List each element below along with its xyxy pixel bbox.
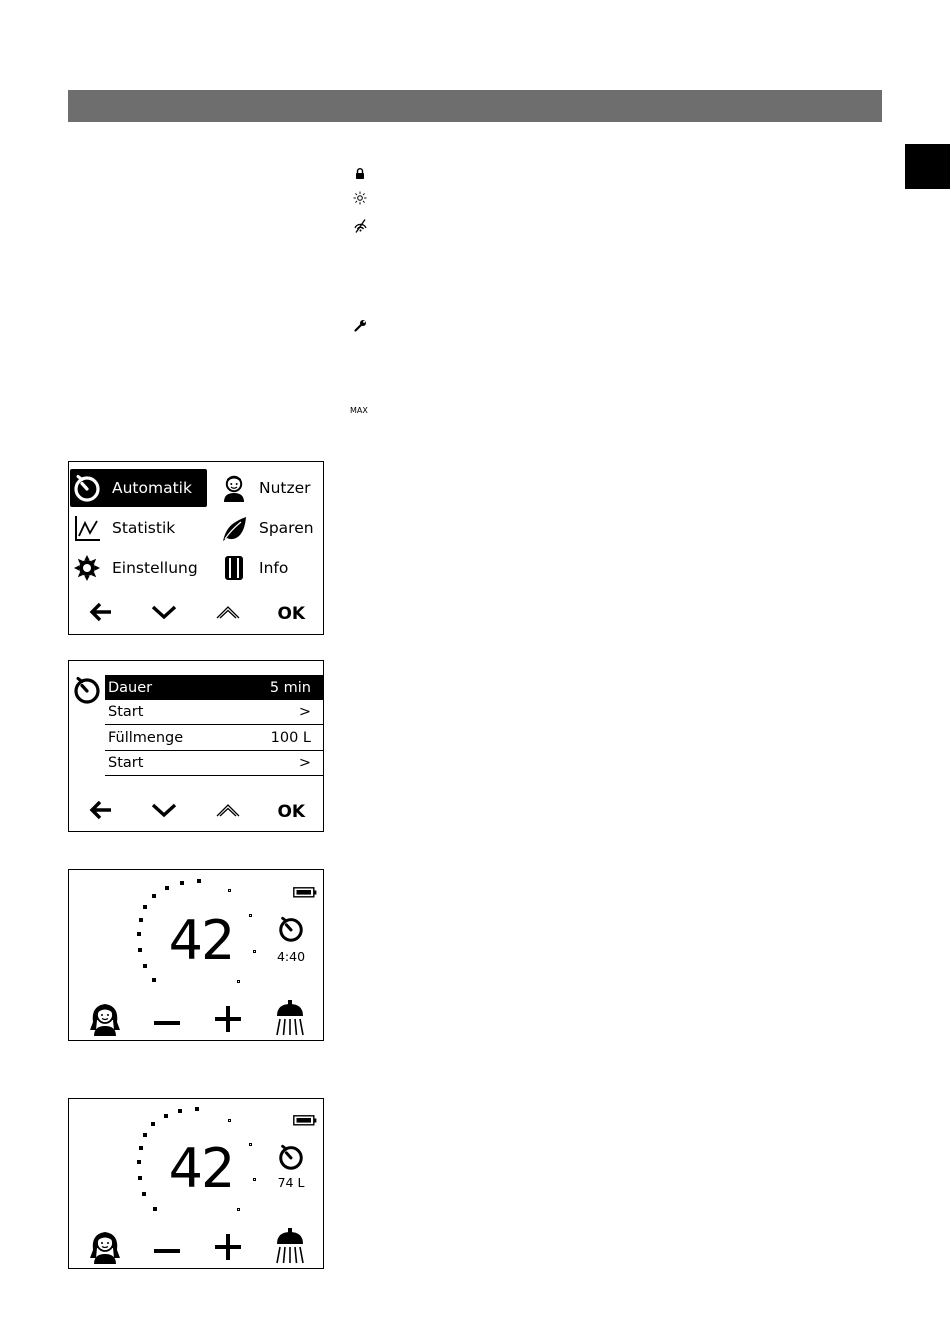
temperature-value: 42 bbox=[168, 1137, 234, 1200]
lock-icon bbox=[350, 165, 370, 181]
battery-icon bbox=[293, 883, 317, 902]
info-device-icon bbox=[217, 551, 251, 585]
scale-dot-filled bbox=[164, 1114, 168, 1118]
menu-item-label: Info bbox=[259, 559, 289, 577]
back-button[interactable] bbox=[69, 597, 133, 631]
setting-value: 100 L bbox=[270, 730, 311, 746]
setting-label: Start bbox=[108, 755, 144, 771]
down-button[interactable] bbox=[133, 597, 197, 631]
menu-item-einstellung[interactable] bbox=[70, 549, 207, 587]
battery-icon bbox=[293, 1111, 317, 1130]
setting-value: 5 min bbox=[269, 679, 311, 696]
gear-icon bbox=[70, 551, 104, 585]
setting-label: Start bbox=[108, 704, 144, 720]
scale-dot-filled bbox=[197, 879, 201, 883]
setting-row-start[interactable] bbox=[105, 700, 323, 725]
sun-icon bbox=[350, 190, 370, 206]
menu-item-statistik[interactable] bbox=[70, 509, 207, 547]
remaining-time: 4:40 bbox=[276, 949, 306, 964]
shower-display-time bbox=[68, 869, 324, 1041]
shower-icon bbox=[275, 1228, 305, 1268]
max-label: MAX bbox=[350, 406, 368, 415]
scale-dot-empty bbox=[249, 1143, 252, 1146]
chevron-down-icon bbox=[151, 802, 177, 823]
scale-dot-empty bbox=[253, 1178, 256, 1181]
scale-dot-empty bbox=[237, 980, 240, 983]
scale-dot-filled bbox=[178, 1109, 182, 1113]
scale-dot-filled bbox=[137, 1160, 141, 1164]
timer-icon bbox=[70, 471, 104, 505]
section-header-bar bbox=[68, 90, 882, 122]
scale-dot-filled bbox=[165, 886, 169, 890]
timer-icon bbox=[277, 915, 305, 947]
up-button[interactable] bbox=[196, 795, 260, 829]
menu-item-automatik[interactable] bbox=[70, 469, 207, 507]
scale-dot-filled bbox=[143, 905, 147, 909]
setting-label: Füllmenge bbox=[108, 730, 184, 746]
menu-item-label: Nutzer bbox=[259, 479, 311, 497]
scale-dot-empty bbox=[237, 1208, 240, 1211]
menu-item-label: Einstellung bbox=[112, 559, 198, 577]
scale-dot-filled bbox=[138, 948, 142, 952]
menu-item-info[interactable] bbox=[217, 549, 322, 587]
arrow-left-icon bbox=[89, 602, 113, 627]
user-icon bbox=[217, 471, 251, 505]
back-button[interactable] bbox=[69, 795, 133, 829]
menu-item-sparen[interactable] bbox=[217, 509, 322, 547]
leaf-icon bbox=[217, 511, 251, 545]
scale-dot-empty bbox=[228, 889, 231, 892]
setting-row-fuellmenge[interactable] bbox=[105, 726, 323, 751]
scale-dot-filled bbox=[180, 881, 184, 885]
chart-icon bbox=[70, 511, 104, 545]
menu-item-label: Sparen bbox=[259, 519, 314, 537]
user-button[interactable] bbox=[85, 1228, 125, 1268]
setting-row-dauer[interactable] bbox=[105, 675, 323, 700]
scale-dot-filled bbox=[139, 1146, 143, 1150]
scale-dot-filled bbox=[143, 1133, 147, 1137]
down-button[interactable] bbox=[133, 795, 197, 829]
shower-display-volume bbox=[68, 1098, 324, 1269]
scale-dot-filled bbox=[143, 964, 147, 968]
timer-icon bbox=[277, 1143, 305, 1175]
setting-value: > bbox=[298, 755, 311, 771]
menu-nav-bar bbox=[69, 597, 323, 631]
user-button[interactable] bbox=[85, 1000, 125, 1040]
scale-dot-filled bbox=[152, 894, 156, 898]
remaining-volume: 74 L bbox=[277, 1175, 305, 1190]
minus-icon bbox=[154, 1240, 180, 1259]
arrow-left-icon bbox=[89, 800, 113, 825]
setting-label: Dauer bbox=[108, 679, 153, 696]
ok-button[interactable]: OK bbox=[277, 802, 306, 822]
ok-button[interactable]: OK bbox=[277, 604, 306, 624]
scale-dot-filled bbox=[137, 932, 141, 936]
user-girl-icon bbox=[88, 1228, 122, 1268]
timer-icon bbox=[72, 675, 102, 709]
menu-item-label: Automatik bbox=[112, 479, 192, 497]
shower-button[interactable] bbox=[270, 1228, 310, 1268]
decrease-button[interactable] bbox=[147, 1001, 187, 1041]
scale-dot-filled bbox=[138, 1176, 142, 1180]
plus-icon bbox=[215, 1006, 241, 1036]
chevron-down-icon bbox=[151, 604, 177, 625]
menu-nav-bar bbox=[69, 795, 323, 829]
increase-button[interactable] bbox=[208, 1229, 248, 1269]
temperature-value: 42 bbox=[168, 909, 234, 972]
scale-dot-filled bbox=[151, 1122, 155, 1126]
decrease-button[interactable] bbox=[147, 1229, 187, 1269]
chevron-up-icon bbox=[215, 802, 241, 823]
scale-dot-empty bbox=[253, 950, 256, 953]
minus-icon bbox=[154, 1012, 180, 1031]
chevron-up-icon bbox=[215, 604, 241, 625]
plus-icon bbox=[215, 1234, 241, 1264]
shower-icon bbox=[275, 1000, 305, 1040]
increase-button[interactable] bbox=[208, 1001, 248, 1041]
shower-button[interactable] bbox=[270, 1000, 310, 1040]
main-menu-screen bbox=[68, 461, 324, 635]
wrench-icon bbox=[350, 317, 370, 333]
scale-dot-empty bbox=[228, 1119, 231, 1122]
scale-dot-filled bbox=[139, 918, 143, 922]
scale-dot-filled bbox=[142, 1192, 146, 1196]
setting-row-start[interactable] bbox=[105, 751, 323, 776]
no-signal-icon bbox=[350, 218, 370, 234]
menu-item-label: Statistik bbox=[112, 519, 176, 537]
setting-value: > bbox=[298, 704, 311, 720]
user-girl-icon bbox=[88, 1000, 122, 1040]
up-button[interactable] bbox=[196, 597, 260, 631]
scale-dot-filled bbox=[153, 1207, 157, 1211]
scale-dot-filled bbox=[152, 978, 156, 982]
scale-dot-empty bbox=[249, 914, 252, 917]
menu-item-nutzer[interactable] bbox=[217, 469, 322, 507]
language-tab bbox=[905, 144, 950, 189]
scale-dot-filled bbox=[195, 1107, 199, 1111]
automatik-settings-screen bbox=[68, 660, 324, 832]
